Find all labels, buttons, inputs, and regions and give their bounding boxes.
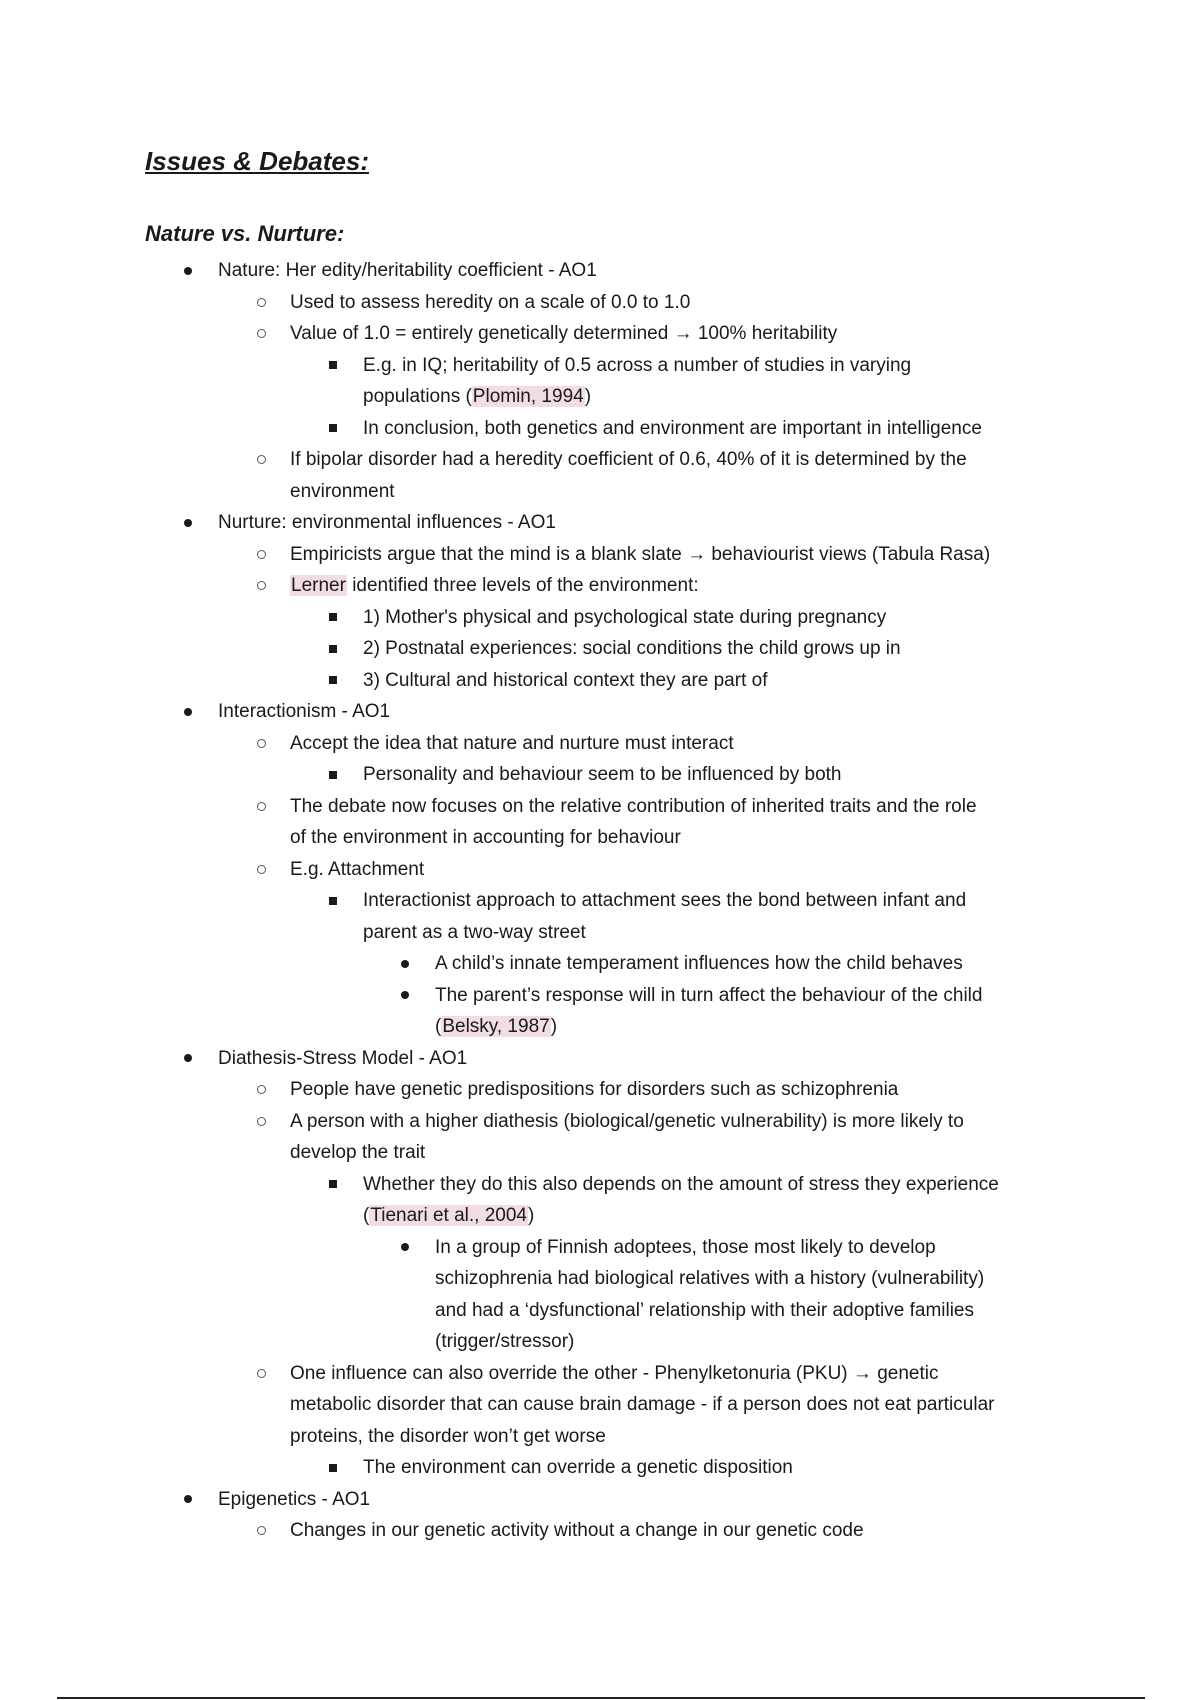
list-item: If bipolar disorder had a heredity coefficient of 0.6, 40% of it is determined by the <box>0 444 1200 476</box>
list-item: The environment can override a genetic disposition <box>0 1452 1200 1484</box>
list-item: Changes in our genetic activity without a change in our genetic code <box>0 1515 1200 1547</box>
list-item: Lerner identified three levels of the environment: <box>0 570 1200 602</box>
list-item: 3) Cultural and historical context they are part of <box>0 665 1200 697</box>
list-item: The parent’s response will in turn affect the behaviour of the child <box>0 980 1200 1012</box>
filled-dot-bullet-icon <box>395 1232 415 1264</box>
list-item: 1) Mother's physical and psychological state during pregnancy <box>0 602 1200 634</box>
list-item-continuation: (trigger/stressor) <box>435 1331 575 1352</box>
square-bullet-icon <box>323 1169 343 1201</box>
list-item-continuation: (Belsky, 1987) <box>435 1016 558 1037</box>
list-item: Value of 1.0 = entirely genetically determined → 100% heritability <box>0 318 1200 350</box>
filled-dot-bullet-icon <box>178 1484 198 1516</box>
square-bullet-icon <box>323 665 343 697</box>
list-item: Whether they do this also depends on the amount of stress they experience <box>0 1169 1200 1201</box>
filled-dot-bullet-icon <box>178 507 198 539</box>
list-item: Nurture: environmental influences - AO1 <box>0 507 1200 539</box>
list-item: E.g. in IQ; heritability of 0.5 across a number of studies in varying <box>0 350 1200 382</box>
filled-dot-bullet-icon <box>178 1043 198 1075</box>
filled-dot-bullet-icon <box>395 980 415 1012</box>
square-bullet-icon <box>323 413 343 445</box>
name-highlight: Lerner <box>291 575 346 596</box>
square-bullet-icon <box>323 633 343 665</box>
list-item: E.g. Attachment <box>0 854 1200 886</box>
list-item: Accept the idea that nature and nurture must interact <box>0 728 1200 760</box>
list-item-continuation: metabolic disorder that can cause brain damage - if a person does not eat particular <box>290 1394 995 1415</box>
list-item: Personality and behaviour seem to be influenced by both <box>0 759 1200 791</box>
list-item: Empiricists argue that the mind is a blank slate → behaviourist views (Tabula Rasa) <box>0 539 1200 571</box>
list-item: Nature: Her edity/heritability coefficient - AO1 <box>0 255 1200 287</box>
square-bullet-icon <box>323 602 343 634</box>
hollow-circle-bullet-icon <box>251 1358 271 1390</box>
section-heading: Nature vs. Nurture: <box>145 221 345 246</box>
square-bullet-icon <box>323 885 343 917</box>
hollow-circle-bullet-icon <box>251 728 271 760</box>
hollow-circle-bullet-icon <box>251 287 271 319</box>
citation-highlight: Belsky, 1987 <box>442 1016 550 1037</box>
square-bullet-icon <box>323 350 343 382</box>
footer-divider <box>57 1697 1145 1699</box>
hollow-circle-bullet-icon <box>251 1106 271 1138</box>
list-item: One influence can also override the other - Phenylketonuria (PKU) → genetic <box>0 1358 1200 1390</box>
square-bullet-icon <box>323 759 343 791</box>
list-item: Used to assess heredity on a scale of 0.0 to 1.0 <box>0 287 1200 319</box>
list-item-continuation: develop the trait <box>290 1142 426 1163</box>
list-item-continuation: schizophrenia had biological relatives with a history (vulnerability) <box>435 1268 985 1289</box>
citation-highlight: Plomin, 1994 <box>472 386 584 407</box>
hollow-circle-bullet-icon <box>251 444 271 476</box>
list-item-continuation: of the environment in accounting for behaviour <box>290 827 681 848</box>
list-item: Diathesis-Stress Model - AO1 <box>0 1043 1200 1075</box>
list-item: In conclusion, both genetics and environment are important in intelligence <box>0 413 1200 445</box>
list-item: Interactionist approach to attachment sees the bond between infant and <box>0 885 1200 917</box>
hollow-circle-bullet-icon <box>251 318 271 350</box>
list-item: Epigenetics - AO1 <box>0 1484 1200 1516</box>
list-item-continuation: and had a ‘dysfunctional’ relationship with their adoptive families <box>435 1299 974 1321</box>
citation-highlight: Tienari et al., 2004 <box>370 1205 527 1226</box>
hollow-circle-bullet-icon <box>251 570 271 602</box>
list-item-continuation: populations (Plomin, 1994) <box>363 386 592 407</box>
list-item: The debate now focuses on the relative contribution of inherited traits and the role <box>0 791 1200 823</box>
hollow-circle-bullet-icon <box>251 1515 271 1547</box>
list-item: People have genetic predispositions for disorders such as schizophrenia <box>0 1074 1200 1106</box>
list-item: A child’s innate temperament influences how the child behaves <box>0 948 1200 980</box>
list-item-continuation: environment <box>290 480 395 502</box>
filled-dot-bullet-icon <box>178 696 198 728</box>
hollow-circle-bullet-icon <box>251 539 271 571</box>
list-item-continuation: (Tienari et al., 2004) <box>363 1205 535 1226</box>
square-bullet-icon <box>323 1452 343 1484</box>
list-item-continuation: proteins, the disorder won’t get worse <box>290 1425 606 1447</box>
list-item-continuation: parent as a two-way street <box>363 921 586 943</box>
list-item: Interactionism - AO1 <box>0 696 1200 728</box>
list-item: In a group of Finnish adoptees, those most likely to develop <box>0 1232 1200 1264</box>
hollow-circle-bullet-icon <box>251 854 271 886</box>
list-item: 2) Postnatal experiences: social conditions the child grows up in <box>0 633 1200 665</box>
hollow-circle-bullet-icon <box>251 791 271 823</box>
filled-dot-bullet-icon <box>178 255 198 287</box>
hollow-circle-bullet-icon <box>251 1074 271 1106</box>
notes-list <box>0 255 1200 1547</box>
filled-dot-bullet-icon <box>395 948 415 980</box>
page-title: Issues & Debates: <box>145 146 369 176</box>
list-item: A person with a higher diathesis (biological/genetic vulnerability) is more likely to <box>0 1106 1200 1138</box>
